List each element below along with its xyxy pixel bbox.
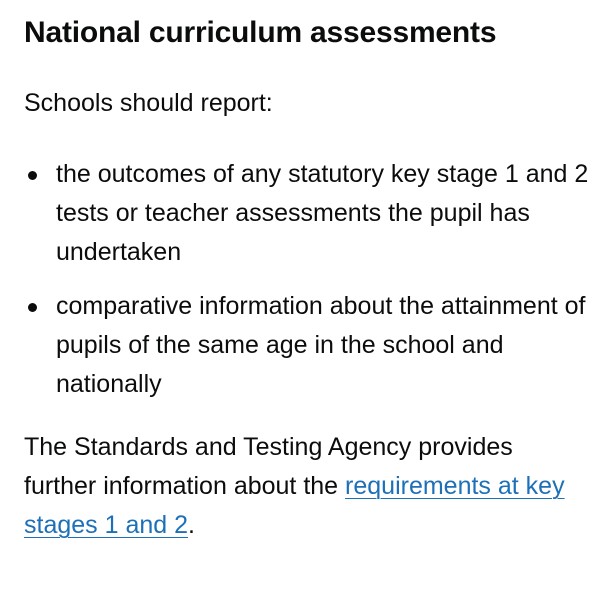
outro-paragraph <box>24 428 591 545</box>
bullet-icon <box>28 171 37 180</box>
list-item <box>24 155 591 272</box>
list-item <box>24 287 591 404</box>
list-item-text: comparative information about the attainment of pupils of the same age in the school and nationally <box>56 292 586 398</box>
outro-text: The Standards and Testing Agency provides further information about the <box>24 433 513 500</box>
report-requirements-list <box>24 155 591 404</box>
section-heading: National curriculum assessments <box>24 16 497 49</box>
requirements-link[interactable]: requirements at key stages 1 and 2 <box>24 472 565 539</box>
outro-period: . <box>188 511 195 539</box>
intro-text: Schools should report: <box>24 89 273 117</box>
list-item-text: the outcomes of any statutory key stage 1 and 2 tests or teacher assessments the pupil has undertaken <box>56 160 589 266</box>
bullet-icon <box>28 303 37 312</box>
